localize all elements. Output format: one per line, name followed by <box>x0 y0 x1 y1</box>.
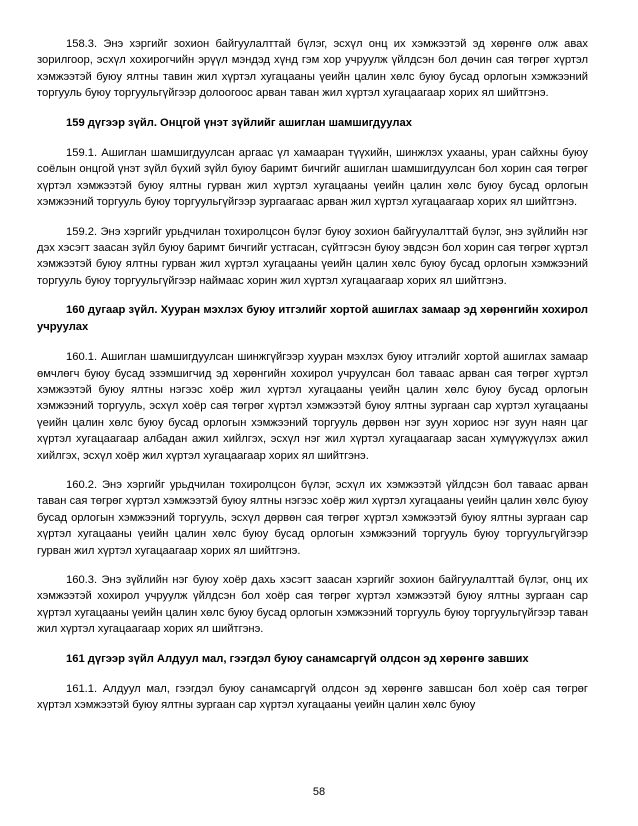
article-160-heading: 160 дугаар зүйл. Хууран мэхлэх буюу итгэлийг хортой ашиглах замаар эд хөрөнгийн хохирол учруулах <box>37 304 588 333</box>
paragraph-160-1: 160.1. Ашиглан шамшигдуулсан шинжгүйгээр хууран мэхлэх буюу итгэлийг хортой ашиглах замаар өмчлөгч буюу бусад эзэмшигчид эд хөрөнгийн хохирол учруулсан бол таваас арван сая төгрөг хүртэл хэмжээтэй буюу ялтны нэгээс хоёр жил хүртэл хугацааны үеийн цалин хөлс буюу бусад орлогын хэмжээний торгууль, эсхүл хоёр сая төгрөг хүртэл хэмжээтэй буюу ялтны зургаан сар хүртэл хугацааны үеийн цалин хөлс буюу бусад орлогын хэмжээний торгууль дөрвөн нэг зуун хориос нэг зуун наян цаг хүртэл хугацаагаар албадан ажил хийлгэх, эсхүл нэг жил хүртэл хугацаагаар засан хүмүүжүүлэх ажил хийлгэх, эсхүл хоёр жил хүртэл хугацаагаар хорих ял шийтгэнэ. <box>37 351 588 462</box>
paragraph-161-1: 161.1. Алдуул мал, гээгдэл буюу санамсаргүй олдсон эд хөрөнгө завшсан бол хоёр сая төгрөг хүртэл хэмжээтэй буюу ялтны зургаан сар хүртэл хугацааны үеийн цалин хөлс буюу <box>37 683 588 712</box>
article-159-heading: 159 дүгээр зүйл. Онцгой үнэт зүйлийг ашиглан шамшигдуулах <box>66 116 412 129</box>
paragraph-160-2: 160.2. Энэ хэргийг урьдчилан тохиролцсон бүлэг, эсхүл их хэмжээтэй үйлдсэн бол таваас арван таван сая төгрөг хүртэл хэмжээтэй буюу ялтны нэгээс хоёр жил хүртэл хугацааны үеийн цалин хөлс буюу бусад орлогын хэмжээний торгууль, эсхүл дөрвөн сая төгрөг хүртэл хэмжээтэй буюу ялтны зургаан сар хүртэл хугацааны үеийн цалин хөлс буюу бусад орлогын хэмжээний торгууль буюу торгуульгүйгээр гурван жил хүртэл хугацаагаар хорих ял шийтгэнэ. <box>37 478 588 557</box>
page-number: 58 <box>312 786 326 798</box>
paragraph-159-2: 159.2. Энэ хэргийг урьдчилан тохиролцсон бүлэг буюу зохион байгуулалттай бүлэг, энэ зүйлийн нэг дэх хэсэгт заасан зүйл буюу баримт бичгийг устгасан, сүйтгэсэн буюу эвдсэн бол хорин сая төгрөг хүртэл хэмжээтэй буюу ялтны гурван жил хүртэл хугацааны үеийн цалин хөлс буюу бусад орлогын хэмжээний торгууль буюу торгуульгүйгээр наймаас хорин жил хүртэл хугацаагаар хорих ял шийтгэнэ. <box>37 225 588 287</box>
paragraph-158-3: 158.3. Энэ хэргийг зохион байгуулалттай бүлэг, эсхүл онц их хэмжээтэй эд хөрөнгө олж авах зорилгоор, эсхүл хохирогчийн эрүүл мэндэд хүнд гэм хор учруулж үйлдсэн бол дөчин сая төгрөг хүртэл хэмжээтэй буюу ялтны тавин жил хүртэл хугацааны үеийн цалин хөлс буюу бусад орлогын хэмжээний торгууль буюу торгуульгүйгээр долоогоос арван таван жил хүртэл хугацаагаар хорих ял шийтгэнэ. <box>37 38 588 100</box>
paragraph-159-1: 159.1. Ашиглан шамшигдуулсан аргаас үл хамааран түүхийн, шинжлэх ухааны, уран сайхны буюу соёлын онцгой үнэт зүйл бүхий зүйл буюу баримт бичгийг ашиглан шамшигдуулсан бол хорин сая төгрөг хүртэл хэмжээтэй буюу ялтны гурван жил хүртэл хугацааны үеийн цалин хөлс буюу бусад орлогын хэмжээний торгууль буюу торгуульгүйгээр зургаагаас арван жил хүртэл хугацаагаар хорих ял шийтгэнэ. <box>37 147 588 209</box>
document-page <box>37 36 588 727</box>
article-161-heading: 161 дүгээр зүйл Алдуул мал, гээгдэл буюу санамсаргүй олдсон эд хөрөнгө завших <box>66 652 529 665</box>
paragraph-160-3: 160.3. Энэ зүйлийн нэг буюу хоёр дахь хэсэгт заасан хэргийг зохион байгуулалттай бүлэг, онц их хэмжээтэй хохирол учруулж үйлдсэн бол хоёр сая төгрөг хүртэл хэмжээтэй буюу ялтны зургаан сар хүртэл хугацааны үеийн цалин хөлс буюу бусад орлогын хэмжээний торгууль буюу торгуульгүйгээр таван жил хүртэл хугацаагаар хорих ял шийтгэнэ. <box>37 573 588 636</box>
